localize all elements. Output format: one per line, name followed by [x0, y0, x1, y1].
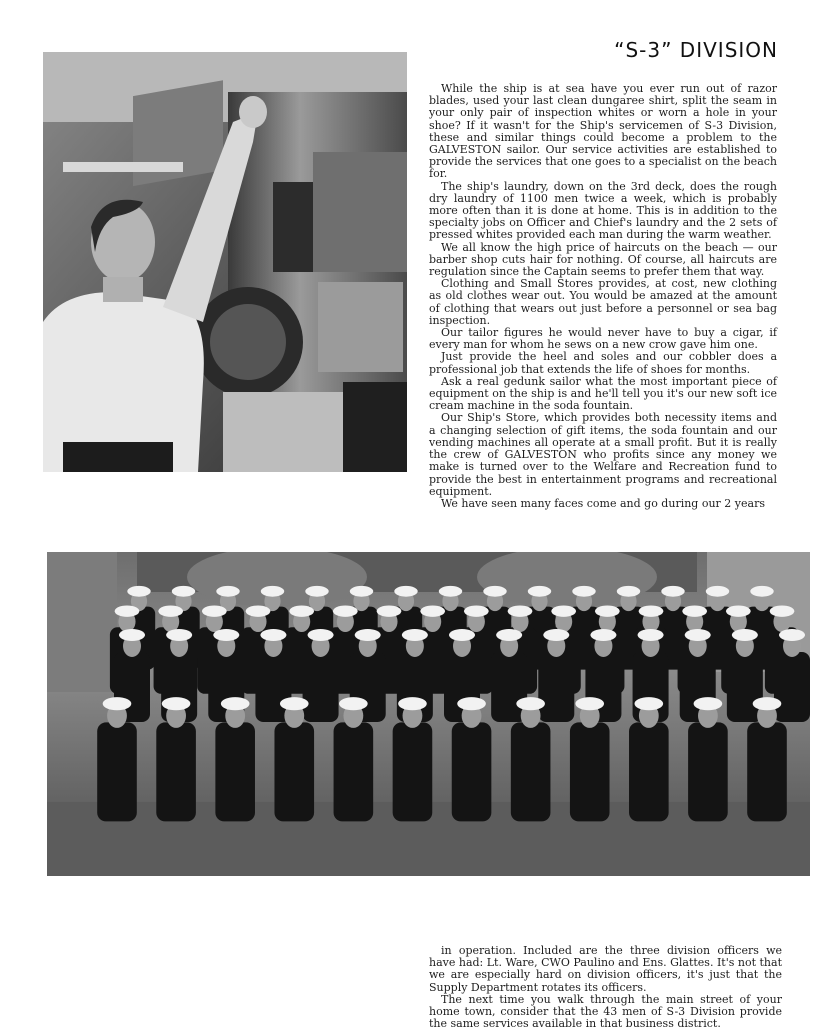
paragraph: Our Ship's Store, which provides both necessity items and a changing selection of gift items, the soda fountain and our vending machines all operate at a small profit. But it is really the crew of GALVESTON who profits since any money we make is turned over to the Welfare and Recreation fund to provide the best in entertainment programs and recreational equipment. — [429, 411, 777, 498]
page-title: “S-3” DIVISION — [614, 38, 778, 62]
paragraph: While the ship is at sea have you ever run out of razor blades, used your last clean dungaree shirt, split the seam in your only pair of inspection whites or worn a hole in your shoe? If it wasn't for the Ship's servicemen of S-3 Division, these and similar things could become a problem to the GALVESTON sailor. Our service activities are established to provide the services that one goes to a specialist on the beach for. — [429, 82, 777, 181]
paragraph: Ask a real gedunk sailor what the most important piece of equipment on the ship is and he'll tell you it's our new soft ice cream machine in the soda fountain. — [429, 374, 777, 413]
article-body-top — [429, 83, 777, 510]
paragraph: in operation. Included are the three division officers we have had: Lt. Ware, CWO Paulino and Ens. Glattes. It's not that we are especially hard on division officers, it's just that the Supply Department rotates its officers. — [429, 944, 782, 994]
paragraph: Just provide the heel and soles and our cobbler does a professional job that extends the life of shoes for months. — [429, 350, 777, 376]
paragraph: Our tailor figures he would never have to buy a cigar, if every man for whom he sews on a new crow gave him one. — [429, 326, 777, 352]
paragraph: We have seen many faces come and go during our 2 years — [441, 496, 765, 510]
paragraph: The next time you walk through the main street of your home town, consider that the 43 men of S-3 Division provide the same services available in that business district. — [429, 992, 782, 1031]
sailor-at-machinery-photo — [43, 52, 407, 472]
article-body-bottom — [429, 945, 782, 1030]
division-group-photo — [47, 552, 810, 876]
paragraph: The ship's laundry, down on the 3rd deck, does the rough dry laundry of 1100 men twice a week, which is probably more often than it is done at home. This is in addition to the specialty jobs on Officer and Chief's laundry and the 2 sets of pressed whites provided each man during the warm weather. — [429, 179, 777, 242]
paragraph: We all know the high price of haircuts on the beach — our barber shop cuts hair for nothing. Of course, all haircuts are regulation since the Captain seems to prefer them that way. — [429, 240, 777, 279]
paragraph: Clothing and Small Stores provides, at cost, new clothing as old clothes wear out. You would be amazed at the amount of clothing that wears out just before a personnel or sea bag inspection. — [429, 277, 777, 327]
